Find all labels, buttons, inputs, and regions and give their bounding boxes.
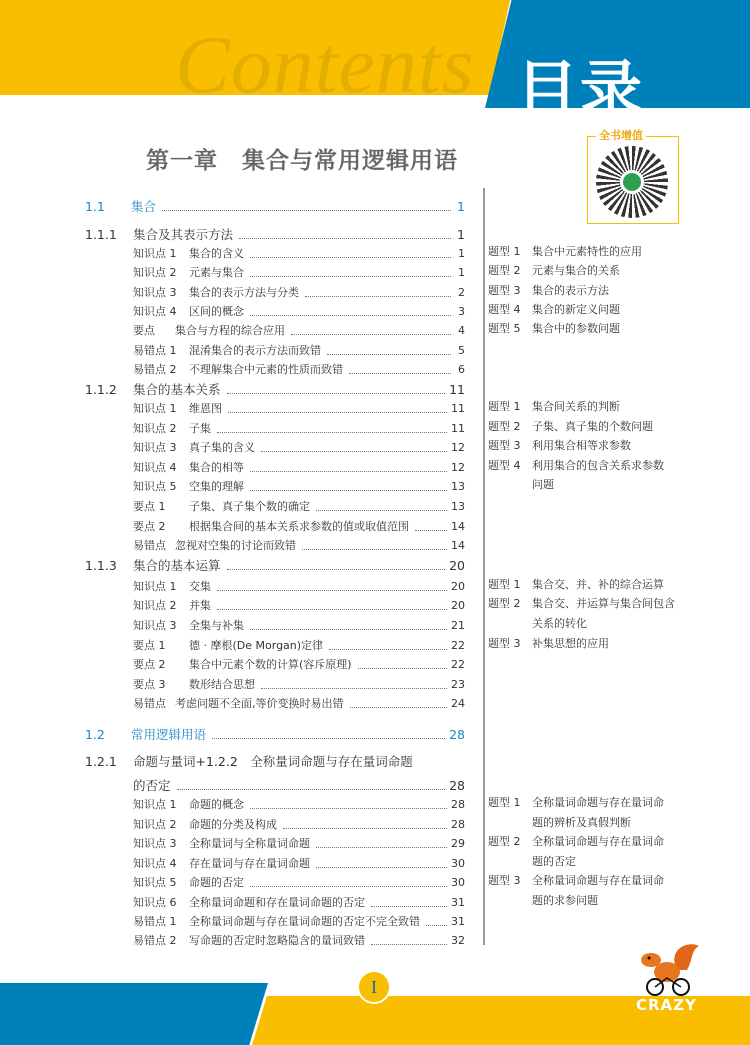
- toc-entry-title: 维恩图: [189, 402, 222, 415]
- toc-entry[interactable]: [133, 245, 465, 261]
- toc-entry-number: 易错点 1: [133, 344, 177, 357]
- question-type-item: [488, 284, 609, 298]
- toc-entry[interactable]: [133, 303, 465, 319]
- toc-entry-title: 德 · 摩根(De Morgan)定律: [189, 639, 324, 652]
- toc-entry-title: 写命题的否定时忽略隐含的量词致错: [189, 934, 365, 947]
- toc-entry-page: 14: [451, 520, 465, 533]
- question-type-text: 关系的转化: [532, 617, 587, 630]
- toc-entry-number: 知识点 1: [133, 798, 177, 811]
- question-type-text: 集合中的参数问题: [532, 322, 620, 335]
- toc-entry[interactable]: [133, 894, 465, 910]
- toc-entry-page: 12: [451, 441, 465, 454]
- qr-label: 全书增值: [596, 127, 646, 143]
- toc-entry-number: 知识点 3: [133, 286, 177, 299]
- toc-entry[interactable]: [133, 420, 465, 436]
- question-type-label: 题型 1: [488, 796, 521, 809]
- toc-entry[interactable]: [133, 695, 465, 711]
- toc-entry[interactable]: [133, 284, 465, 300]
- toc-entry[interactable]: [133, 400, 465, 416]
- toc-entry-page: 1: [458, 247, 465, 260]
- toc-entry-title: 元素与集合: [189, 266, 244, 279]
- toc-entry-number: 知识点 5: [133, 480, 177, 493]
- toc-entry-number: 知识点 3: [133, 441, 177, 454]
- toc-entry-page: 1: [457, 199, 465, 214]
- question-type-label: 题型 3: [488, 284, 521, 297]
- footer-blue-band: [0, 983, 268, 1045]
- toc-entry-page: 28: [451, 818, 465, 831]
- toc-entry-page: 28: [451, 798, 465, 811]
- dot-leader: [250, 808, 447, 809]
- question-type-text: 全称量词命题与存在量词命: [532, 874, 664, 887]
- dot-leader: [250, 257, 451, 258]
- question-type-text: 全称量词命题与存在量词命: [532, 796, 664, 809]
- toc-entry-page: 20: [449, 558, 465, 573]
- dot-leader: [177, 789, 446, 790]
- dot-leader: [305, 296, 451, 297]
- toc-entry[interactable]: [133, 322, 465, 338]
- toc-entry-page: 22: [451, 639, 465, 652]
- toc-entry-number: 知识点 4: [133, 857, 177, 870]
- dot-leader: [239, 238, 451, 239]
- dot-leader: [316, 867, 447, 868]
- toc-entry-page: 21: [451, 619, 465, 632]
- toc-entry-number: 知识点 3: [133, 837, 177, 850]
- dot-leader: [415, 530, 447, 531]
- question-type-label: 题型 3: [488, 439, 521, 452]
- dot-leader: [316, 847, 447, 848]
- toc-entry-title: 集合的相等: [189, 461, 244, 474]
- toc-entry-title: 集合的基本运算: [133, 558, 221, 573]
- toc-entry-page: 31: [451, 915, 465, 928]
- toc-entry[interactable]: [133, 264, 465, 280]
- toc-entry[interactable]: [133, 578, 465, 594]
- toc-entry-page: 30: [451, 876, 465, 889]
- toc-entry-page: 12: [451, 461, 465, 474]
- toc-entry[interactable]: [133, 932, 465, 948]
- question-type-item: [532, 894, 598, 908]
- toc-entry[interactable]: [133, 637, 465, 653]
- toc-entry-number: 知识点 3: [133, 619, 177, 632]
- toc-entry[interactable]: [85, 557, 465, 573]
- dot-leader: [261, 451, 447, 452]
- toc-entry-number: 知识点 1: [133, 402, 177, 415]
- question-type-item: [532, 617, 587, 631]
- dot-leader: [291, 334, 451, 335]
- toc-entry-number: 易错点: [133, 697, 166, 710]
- toc-entry-number: 知识点 4: [133, 305, 177, 318]
- toc-entry-number: 1.1.3: [85, 558, 117, 573]
- toc-entry-title: 命题的分类及构成: [189, 818, 277, 831]
- toc-entry-number: 要点 2: [133, 658, 166, 671]
- toc-entry-page: 22: [451, 658, 465, 671]
- toc-entry[interactable]: [133, 342, 465, 358]
- toc-entry-title: 存在量词与存在量词命题: [189, 857, 310, 870]
- toc-entry-title: 真子集的含义: [189, 441, 255, 454]
- toc-entry-page: 11: [451, 422, 465, 435]
- toc-entry[interactable]: [133, 835, 465, 851]
- question-type-item: [488, 459, 664, 473]
- toc-entry-page: 4: [458, 324, 465, 337]
- toc-entry-page: 11: [451, 402, 465, 415]
- toc-entry-title: 集合的表示方法与分类: [189, 286, 299, 299]
- toc-entry[interactable]: [85, 726, 465, 742]
- question-type-text: 题的辨析及真假判断: [532, 816, 631, 829]
- toc-entry[interactable]: [133, 913, 465, 929]
- toc-entry-number: 1.1.1: [85, 227, 117, 242]
- dot-leader: [283, 828, 447, 829]
- toc-entry-title: 集合: [131, 199, 157, 214]
- toc-entry[interactable]: [133, 498, 465, 514]
- toc-entry-number: 知识点 1: [133, 247, 177, 260]
- dot-leader: [250, 315, 451, 316]
- question-type-item: [488, 439, 631, 453]
- dot-leader: [316, 510, 447, 511]
- toc-entry-number: 知识点 2: [133, 599, 177, 612]
- toc-entry-number: 要点: [133, 324, 155, 337]
- dot-leader: [227, 569, 446, 570]
- toc-entry[interactable]: [133, 777, 465, 793]
- dot-leader: [426, 925, 447, 926]
- question-type-item: [488, 874, 664, 888]
- toc-entry[interactable]: [133, 676, 465, 692]
- question-type-label: 题型 1: [488, 245, 521, 258]
- toc-entry-title: 全称量词命题和存在量词命题的否定: [189, 896, 365, 909]
- toc-entry-page: 13: [451, 500, 465, 513]
- question-type-text: 题的求参问题: [532, 894, 598, 907]
- toc-entry-title: 混淆集合的表示方法而致错: [189, 344, 321, 357]
- toc-entry-page: 31: [451, 896, 465, 909]
- toc-entry[interactable]: [133, 459, 465, 475]
- question-type-label: 题型 2: [488, 420, 521, 433]
- toc-entry[interactable]: [133, 656, 465, 672]
- chapter-title: 第一章 集合与常用逻辑用语: [146, 147, 458, 174]
- question-type-label: 题型 2: [488, 597, 521, 610]
- toc-entry[interactable]: [133, 518, 465, 534]
- toc-entry-title: 空集的理解: [189, 480, 244, 493]
- contents-watermark: Contents: [175, 19, 475, 110]
- toc-entry-page: 1: [457, 227, 465, 242]
- toc-entry[interactable]: [133, 439, 465, 455]
- question-type-item: [488, 835, 664, 849]
- toc-entry-title: 集合的基本关系: [133, 382, 221, 397]
- question-type-item: [488, 578, 664, 592]
- toc-entry-number: 1.2: [85, 727, 105, 742]
- dot-leader: [217, 590, 447, 591]
- toc-entry-title: 交集: [189, 580, 211, 593]
- toc-entry-page: 24: [451, 697, 465, 710]
- question-type-label: 题型 1: [488, 578, 521, 591]
- toc-entry-number: 知识点 4: [133, 461, 177, 474]
- toc-entry-number: 要点 3: [133, 678, 166, 691]
- toc-entry-number: 要点 2: [133, 520, 166, 533]
- toc-entry-number: 易错点 1: [133, 915, 177, 928]
- dot-leader: [228, 412, 447, 413]
- toc-entry[interactable]: [85, 381, 465, 397]
- dot-leader: [371, 906, 447, 907]
- dot-leader: [371, 944, 447, 945]
- toc-entry-title: 集合的含义: [189, 247, 244, 260]
- question-type-item: [532, 855, 576, 869]
- toc-entry-title: 数形结合思想: [189, 678, 255, 691]
- toc-entry[interactable]: [133, 816, 465, 832]
- dot-leader: [302, 549, 447, 550]
- question-type-text: 集合交、并、补的综合运算: [532, 578, 664, 591]
- dot-leader: [250, 276, 451, 277]
- column-divider: [483, 188, 485, 945]
- toc-entry-page: 29: [451, 837, 465, 850]
- question-type-label: 题型 2: [488, 264, 521, 277]
- toc-entry-number: 1.2.1: [85, 754, 117, 769]
- question-type-label: 题型 5: [488, 322, 521, 335]
- toc-entry-number: 知识点 2: [133, 422, 177, 435]
- dot-leader: [350, 707, 448, 708]
- question-type-text: 集合间关系的判断: [532, 400, 620, 413]
- question-type-label: 题型 2: [488, 835, 521, 848]
- toc-entry-page: 14: [451, 539, 465, 552]
- question-type-item: [532, 816, 631, 830]
- toc-entry-title: 集合及其表示方法: [133, 227, 234, 242]
- question-type-item: [488, 400, 620, 414]
- question-type-item: [488, 303, 620, 317]
- toc-entry-title: 子集、真子集个数的确定: [189, 500, 310, 513]
- dot-leader: [217, 609, 447, 610]
- toc-entry-number: 易错点 2: [133, 934, 177, 947]
- toc-entry-page: 13: [451, 480, 465, 493]
- toc-entry[interactable]: [85, 226, 465, 242]
- toc-entry-title: 考虑问题不全面,等价变换时易出错: [175, 697, 344, 710]
- toc-entry[interactable]: [133, 361, 465, 377]
- toc-entry[interactable]: [133, 617, 465, 633]
- question-type-item: [488, 420, 653, 434]
- toc-entry-title: 集合与方程的综合应用: [175, 324, 285, 337]
- question-type-text: 集合中元素特性的应用: [532, 245, 642, 258]
- toc-entry[interactable]: [133, 537, 465, 553]
- toc-entry-title: 不理解集合中元素的性质而致错: [189, 363, 343, 376]
- toc-entry-page: 3: [458, 305, 465, 318]
- toc-entry[interactable]: [133, 796, 465, 812]
- question-type-item: [488, 796, 664, 810]
- toc-entry-title: 忽视对空集的讨论而致错: [175, 539, 296, 552]
- toc-entry-title: 命题的概念: [189, 798, 244, 811]
- toc-entry-number: 知识点 6: [133, 896, 177, 909]
- question-type-text: 集合的新定义问题: [532, 303, 620, 316]
- toc-entry-page: 2: [458, 286, 465, 299]
- toc-entry-number: 要点 1: [133, 500, 166, 513]
- dot-leader: [250, 629, 447, 630]
- dot-leader: [162, 210, 451, 211]
- toc-entry-title: 子集: [189, 422, 211, 435]
- page-number: I: [357, 970, 391, 1004]
- toc-entry[interactable]: [85, 198, 465, 214]
- squirrel-mascot-icon: [637, 940, 701, 998]
- dot-leader: [250, 471, 447, 472]
- toc-entry-title: 命题的否定: [189, 876, 244, 889]
- toc-entry-title: 根据集合间的基本关系求参数的值或取值范围: [189, 520, 409, 533]
- dot-leader: [349, 373, 451, 374]
- qr-logo-icon: [620, 170, 644, 194]
- toc-entry-title: 常用逻辑用语: [131, 727, 207, 742]
- toc-entry-number: 易错点: [133, 539, 166, 552]
- toc-entry-title: 并集: [189, 599, 211, 612]
- question-type-label: 题型 3: [488, 637, 521, 650]
- toc-entry-title: 全称量词与全称量词命题: [189, 837, 310, 850]
- question-type-item: [488, 264, 620, 278]
- toc-entry-page: 30: [451, 857, 465, 870]
- toc-entry[interactable]: [133, 874, 465, 890]
- question-type-text: 集合交、并运算与集合间包含: [532, 597, 675, 610]
- toc-entry-number: 要点 1: [133, 639, 166, 652]
- toc-entry-page: 23: [451, 678, 465, 691]
- toc-entry-title: 全集与补集: [189, 619, 244, 632]
- question-type-text: 子集、真子集的个数问题: [532, 420, 653, 433]
- question-type-item: [488, 245, 642, 259]
- dot-leader: [329, 649, 447, 650]
- question-type-item: [532, 478, 554, 492]
- dot-leader: [261, 688, 447, 689]
- toc-entry-number: 易错点 2: [133, 363, 177, 376]
- question-type-label: 题型 4: [488, 459, 521, 472]
- question-type-text: 集合的表示方法: [532, 284, 609, 297]
- toc-entry-title: 命题与量词+1.2.2 全称量词命题与存在量词命题: [133, 754, 413, 769]
- question-type-text: 利用集合相等求参数: [532, 439, 631, 452]
- question-type-text: 利用集合的包含关系求参数: [532, 459, 664, 472]
- toc-entry-page: 1: [458, 266, 465, 279]
- toc-entry[interactable]: [133, 478, 465, 494]
- question-type-item: [488, 637, 609, 651]
- toc-entry-number: 知识点 5: [133, 876, 177, 889]
- question-type-text: 问题: [532, 478, 554, 491]
- dot-leader: [217, 432, 447, 433]
- toc-entry[interactable]: [133, 597, 465, 613]
- dot-leader: [250, 886, 447, 887]
- question-type-text: 全称量词命题与存在量词命: [532, 835, 664, 848]
- question-type-text: 题的否定: [532, 855, 576, 868]
- toc-entry-page: 6: [458, 363, 465, 376]
- page-title: 目录: [516, 53, 645, 126]
- question-type-text: 元素与集合的关系: [532, 264, 620, 277]
- question-type-item: [488, 322, 620, 336]
- toc-entry-title: 全称量词命题与存在量词命题的否定不完全致错: [189, 915, 420, 928]
- question-type-label: 题型 1: [488, 400, 521, 413]
- question-type-label: 题型 3: [488, 874, 521, 887]
- toc-entry-number: 知识点 2: [133, 266, 177, 279]
- dot-leader: [358, 668, 447, 669]
- question-type-text: 补集思想的应用: [532, 637, 609, 650]
- toc-entry-title: 集合中元素个数的计算(容斥原理): [189, 658, 352, 671]
- toc-entry-page: 32: [451, 934, 465, 947]
- toc-entry[interactable]: [85, 753, 465, 769]
- toc-entry-page: 11: [449, 382, 465, 397]
- dot-leader: [327, 354, 451, 355]
- toc-entry-number: 知识点 1: [133, 580, 177, 593]
- question-type-label: 题型 4: [488, 303, 521, 316]
- dot-leader: [227, 393, 446, 394]
- toc-entry-page: 28: [449, 727, 465, 742]
- toc-entry[interactable]: [133, 855, 465, 871]
- dot-leader: [212, 738, 445, 739]
- question-type-item: [488, 597, 675, 611]
- mascot-label: CRAZY: [636, 996, 697, 1014]
- toc-entry-number: 1.1: [85, 199, 105, 214]
- toc-entry-number: 知识点 2: [133, 818, 177, 831]
- toc-entry-page: 20: [451, 580, 465, 593]
- toc-entry-page: 5: [458, 344, 465, 357]
- toc-entry-number: 1.1.2: [85, 382, 117, 397]
- toc-entry-title: 的否定: [133, 778, 171, 793]
- toc-entry-page: 20: [451, 599, 465, 612]
- toc-entry-title: 区间的概念: [189, 305, 244, 318]
- toc-entry-page: 28: [449, 778, 465, 793]
- dot-leader: [250, 490, 447, 491]
